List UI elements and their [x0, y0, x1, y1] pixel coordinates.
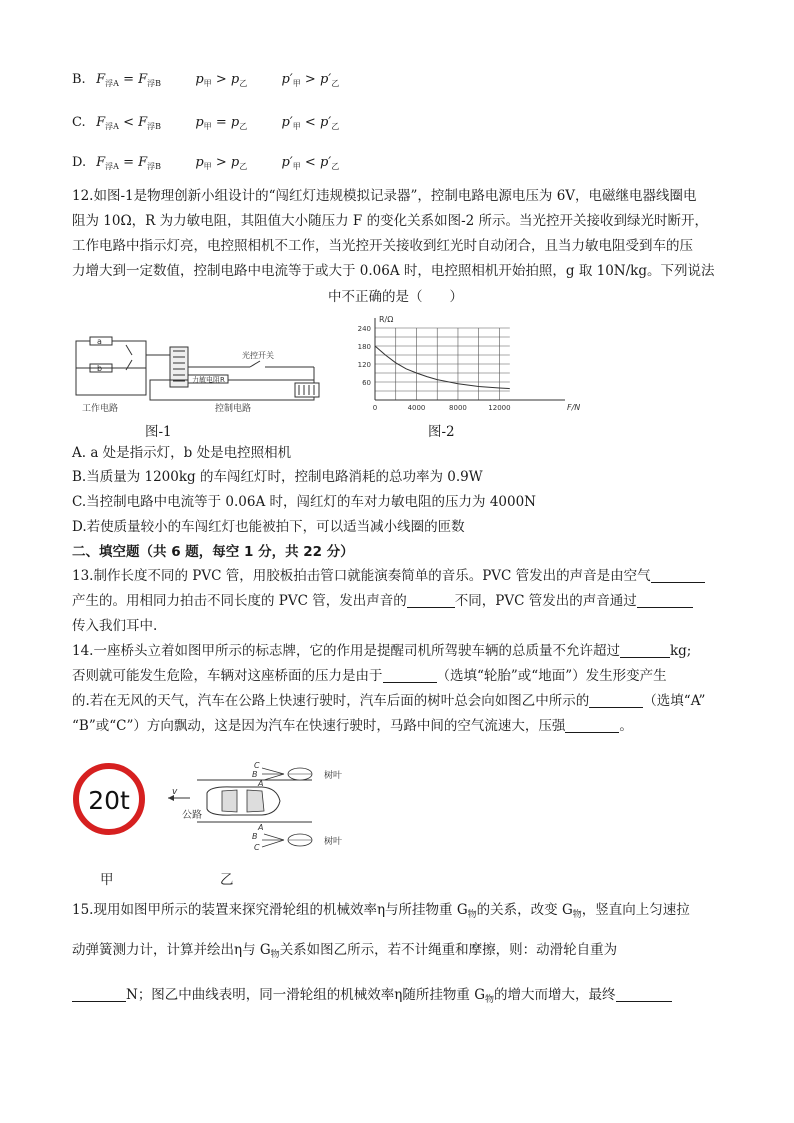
light-switch-label: 光控开关 [242, 351, 274, 360]
q11-option-b: B. $F_{浮A} = F_{浮B}$ $p_甲 > p_乙$ $p'_甲 > p'_乙$ [72, 72, 340, 88]
y-tick-label: 240 [357, 325, 371, 333]
svg-text:B: B [252, 770, 258, 779]
label-a: a [97, 337, 102, 346]
q15-line-3: N；图乙中曲线表明，同一滑轮组的机械效率η随所挂物重 $G_物$的增大而增大，最终 [72, 985, 672, 1010]
q13-blank-2[interactable] [407, 593, 455, 608]
q11-option-d: D. $F_{浮A} = F_{浮B}$ $p_甲 > p_乙$ $p'_甲 < p'_乙$ [72, 155, 340, 171]
q14-line-2: 否则就可能发生危险，车辆对这座桥面的压力是由于 （选填“轮胎”或“地面”）发生形变产生 [72, 668, 667, 684]
label-b: b [97, 364, 103, 373]
x-tick-label: 8000 [449, 404, 467, 412]
q14-blank-2[interactable] [383, 668, 437, 683]
q13-blank-1[interactable] [651, 568, 705, 583]
q12-line-3: 工作电路中指示灯亮，电控照相机不工作，当光控开关接收到红光时自动闭合，且当力敏电阻受到车的压 [72, 238, 693, 254]
force-resistor-label: 力敏电阻R [192, 376, 225, 384]
q14-line-1: 14.一座桥头立着如图甲所示的标志牌，它的作用是提醒司机所驾驶车辆的总质量不允许超过 kg; [72, 643, 692, 659]
q12-option-c: C.当控制电路中电流等于 0.06A 时，闯红灯的车对力敏电阻的压力为 4000N [72, 494, 536, 510]
q15-line-1: 15.现用如图甲所示的装置来探究滑轮组的机械效率η与所挂物重 $G_物$的关系，改变 $G_物$，竖直向上匀速拉 [72, 902, 690, 920]
fig2-caption: 图-2 [428, 424, 455, 440]
q12-option-d: D.若使质量较小的车闯红灯也能被拍下，可以适当减小线圈的匝数 [72, 519, 465, 535]
velocity-label: v [172, 787, 178, 797]
q13-line-3: 传入我们耳中. [72, 618, 158, 634]
road-label: 公路 [182, 810, 202, 821]
q14-blank-4[interactable] [565, 718, 619, 733]
svg-text:C: C [254, 761, 260, 770]
svg-text:A: A [258, 823, 264, 832]
control-circuit-label: 控制电路 [215, 404, 252, 414]
q13-line-2: 产生的。用相同力拍击不同长度的 PVC 管，发出声音的 不同，PVC 管发出的声音通过 [72, 591, 693, 611]
y-tick-label: 60 [362, 379, 371, 387]
q12-option-a: A. a 处是指示灯，b 处是电控照相机 [72, 445, 292, 461]
caption-jia: 甲 [100, 872, 114, 888]
resistance-force-chart [345, 308, 585, 416]
q11-option-c: C. $F_{浮A} < F_{浮B}$ $p_甲 = p_乙$ $p'_甲 < p'_乙$ [72, 115, 340, 131]
q15-blank-2[interactable] [616, 987, 672, 1002]
caption-yi: 乙 [220, 872, 234, 888]
y-tick-label: 120 [357, 361, 371, 369]
car-icon [207, 787, 280, 815]
q14-figure [72, 760, 362, 860]
x-tick-label: 0 [372, 404, 378, 412]
work-circuit-label: 工作电路 [82, 404, 119, 414]
svg-text:B: B [252, 832, 258, 841]
q12-line-2: 阻为 10Ω，R 为力敏电阻，其阻值大小随压力 F 的变化关系如图-2 所示。当光控开关接收到绿光时断开， [72, 213, 709, 229]
q15-blank-1[interactable] [72, 987, 126, 1002]
fig1-caption: 图-1 [145, 424, 172, 440]
q12-line-1: 12.如图-1是物理创新小组设计的“闯红灯违规模拟记录器”，控制电路电源电压为 6V，电磁继电器线圈电 [72, 188, 697, 204]
q13-blank-3[interactable] [637, 593, 693, 608]
chart-y-label: R/Ω [379, 315, 394, 324]
x-tick-label: 12000 [488, 404, 511, 412]
q15-line-2: 动弹簧测力计，计算并绘出η与 $G_物$关系如图乙所示，若不计绳重和摩擦，则：动滑轮自重为 [72, 942, 618, 960]
svg-text:C: C [254, 843, 260, 852]
section-heading: 二、填空题（共 6 题，每空 1 分，共 22 分） [72, 544, 354, 560]
q14-blank-1[interactable] [620, 643, 670, 658]
chart-x-label: F/N [567, 403, 581, 412]
sign-text: 20t [88, 786, 130, 815]
svg-text:A: A [258, 779, 264, 788]
leaf-label-bottom: 树叶 [324, 837, 343, 847]
q14-line-3: 的.若在无风的天气，汽车在公路上快速行驶时，汽车后面的树叶总会向如图乙中所示的 （选填“A” [72, 693, 706, 709]
y-tick-label: 180 [357, 343, 371, 351]
x-tick-label: 4000 [407, 404, 426, 412]
leaf-label-top: 树叶 [324, 771, 343, 781]
circuit-diagram [70, 325, 330, 415]
q14-line-4: “B”或“C”）方向飘动，这是因为汽车在快速行驶时，马路中间的空气流速大，压强 。 [72, 718, 633, 734]
q14-blank-3[interactable] [589, 693, 643, 708]
q12-line-5: 中不正确的是（ ） [328, 289, 463, 305]
q13-line-1: 13.制作长度不同的 PVC 管，用胶板拍击管口就能演奏简单的音乐。PVC 管发出的声音是由空气 [72, 566, 705, 586]
q12-line-4: 力增大到一定数值，控制电路中电流等于或大于 0.06A 时，电控照相机开始拍照，g 取 10N/kg。下列说法 [72, 263, 715, 279]
q12-option-b: B.当质量为 1200kg 的车闯红灯时，控制电路消耗的总功率为 0.9W [72, 469, 483, 485]
